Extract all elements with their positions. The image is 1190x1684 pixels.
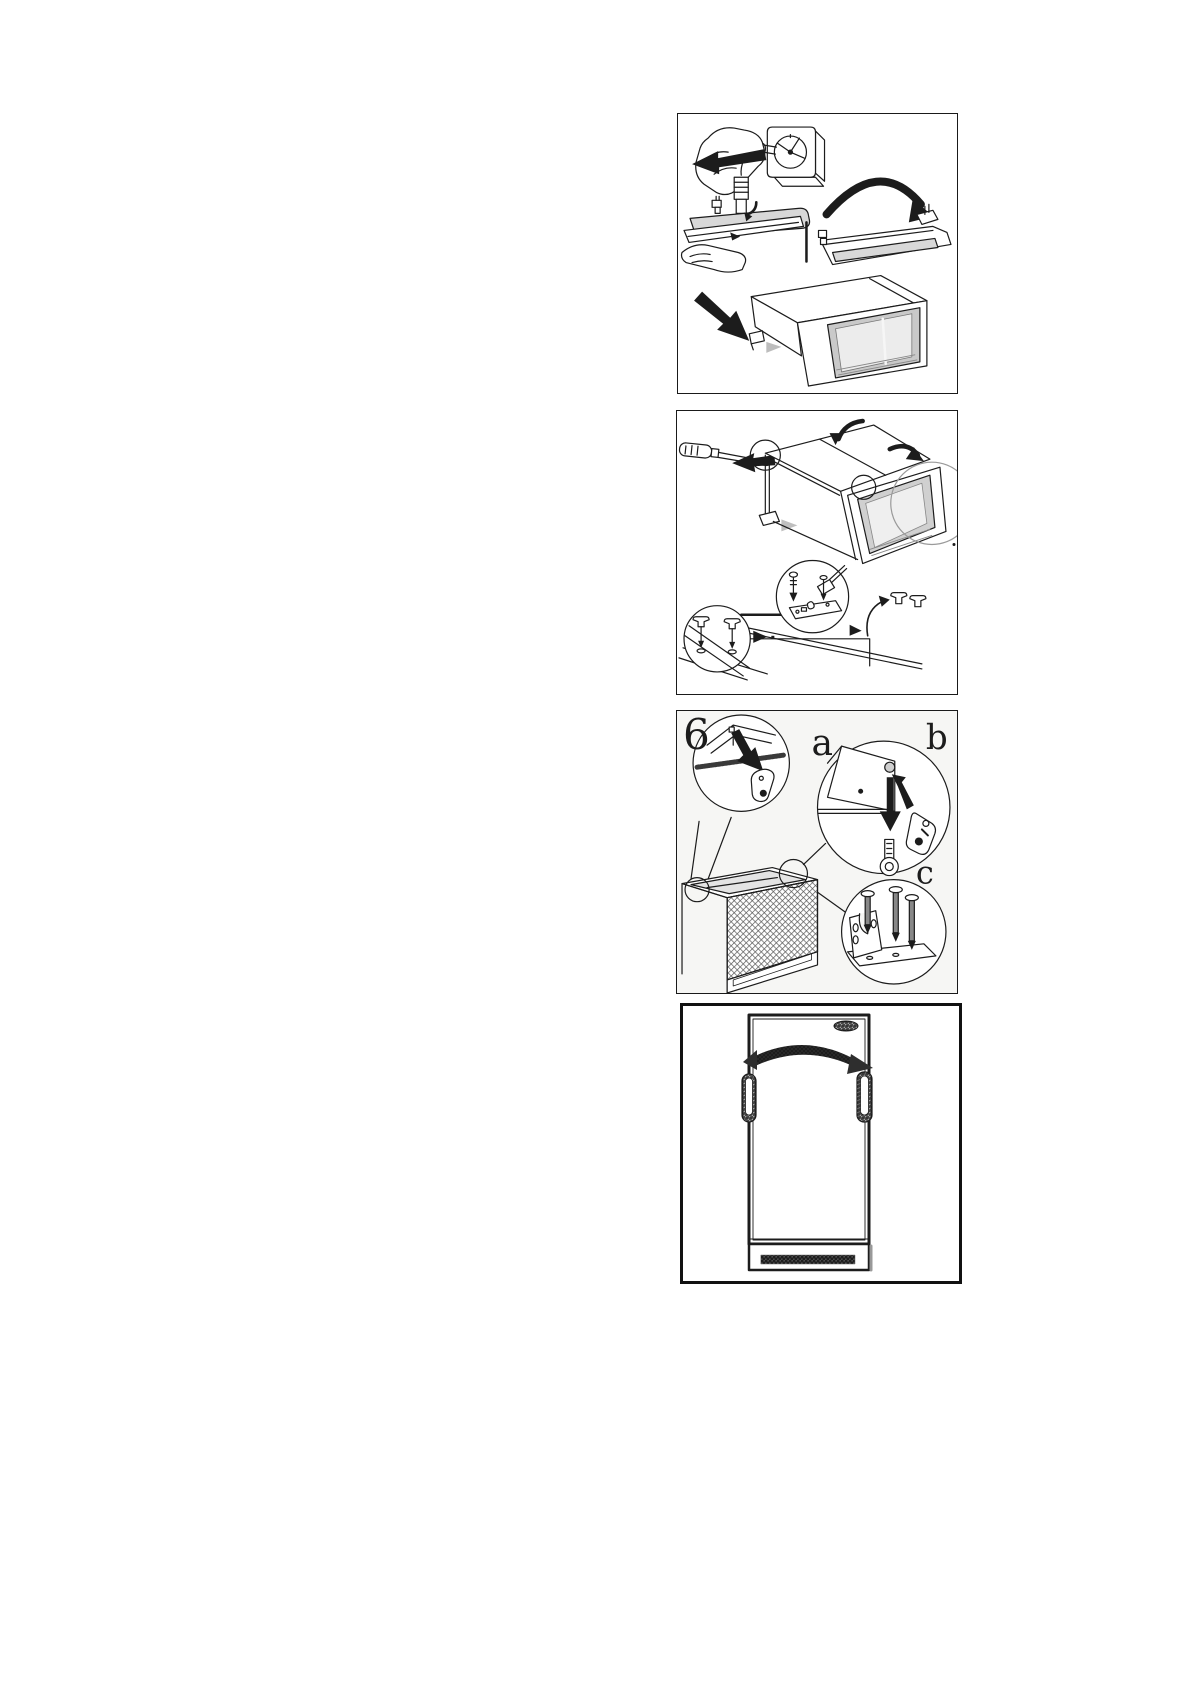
label-a: a: [811, 721, 834, 765]
panel-step-move-handle: [680, 1003, 962, 1284]
figure-number: 6: [683, 711, 710, 760]
appliance-on-back-icon: [750, 421, 957, 564]
freezer-front-door-icon: [742, 1015, 873, 1270]
label-b: b: [925, 718, 948, 759]
hinge-bracket-screws-icon: [842, 880, 946, 984]
top-hinge-unscrew-detail-icon: [679, 561, 926, 680]
cover-plug-icon: [910, 596, 926, 607]
panel4-art: [683, 1006, 959, 1281]
hand-unplugging-plug-icon: [692, 128, 776, 214]
plinth-grille: [749, 1244, 871, 1270]
cover-plug-icon: [891, 593, 907, 604]
panel-figure-6-details: [676, 710, 958, 994]
panel2-art: [677, 411, 957, 694]
hinge-plate-magnifier: [776, 561, 848, 633]
door-handle-icon: [857, 1072, 872, 1122]
panel1-art: [678, 114, 957, 393]
brand-badge-icon: [834, 1021, 858, 1031]
panel-step-unplug: [677, 113, 958, 394]
door-handle-icon: [742, 1074, 756, 1122]
panel3-art: [677, 711, 957, 993]
panel-step-unscrew-hinge: [676, 410, 958, 695]
wall-socket-icon: [767, 127, 824, 186]
trim-curved-arrow-icon: [819, 182, 951, 265]
push-arrow-icon: [694, 292, 749, 341]
appliance-laid-down-icon: [694, 276, 927, 386]
label-c: c: [915, 853, 934, 892]
